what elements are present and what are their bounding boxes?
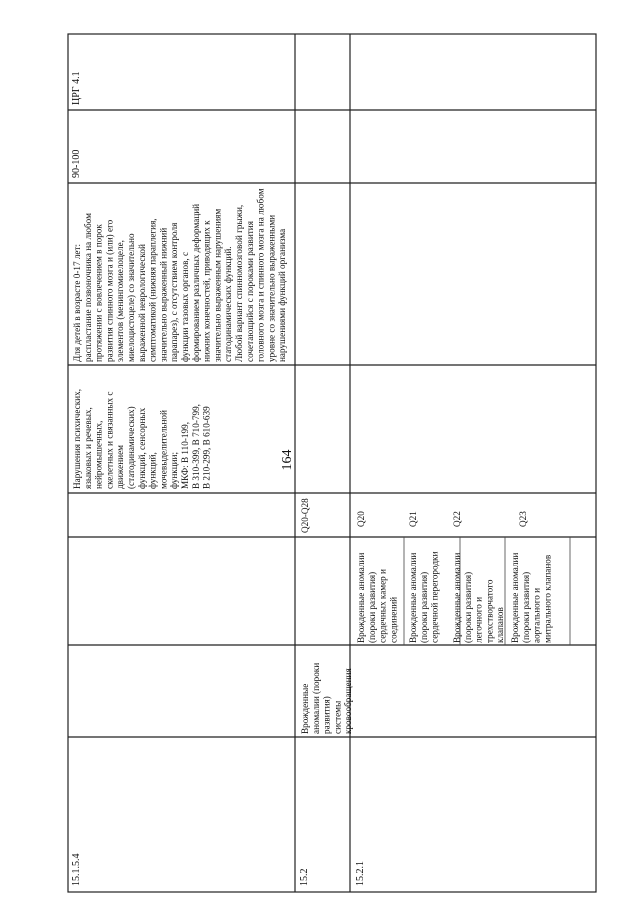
row-name: Врожденные аномалии (пороки развития) системы кровообращения: [300, 662, 354, 734]
subrow-icd: Q23: [518, 511, 528, 527]
subrow-name: Врожденные аномалии (пороки развития) легочного и трехстворчатого клапанов: [452, 552, 506, 643]
row-id: 15.2: [299, 868, 310, 886]
subrow-name: Врожденные аномалии (пороки развития) аортального и митрального клапанов: [510, 552, 553, 643]
row-criteria: Для детей в возрасте 0-17 лет: распластание позвоночника на любом протяжении с вовлечением в порок развития спинного мозга и (или) его элементов (менингомиелоцеле, миелоцистоцеле) со значительно выраженной неврологической симптоматикой (нижняя параплегия, значительно выраженный нижний парапарез), с отсутствием контроля функции тазовых органов, с формированием различных деформаций нижних конечностей, приводящих к значительно выраженным нарушениям статодинамических функций. Любой вариант спинномозговой грыжи, сочетающийся с пороками развития головного мозга и спинного мозга на любом уровне со значительно выраженными нарушениями функций организма: [72, 188, 288, 362]
row-id: 15.1.5.4: [71, 853, 82, 886]
subrow-icd: Q22: [452, 511, 462, 527]
page-number: 164: [280, 449, 295, 471]
subrow-name: Врожденные аномалии (пороки развития) сердечных камер и соединений: [356, 552, 399, 643]
subrow-icd: Q21: [408, 511, 418, 527]
subrow-name: Врожденные аномалии (пороки развития) сердечной перегородки: [408, 551, 440, 643]
row-icd: Q20-Q28: [300, 498, 310, 533]
subrow-icd: Q20: [356, 511, 366, 527]
row-disorders: Нарушения психических, языковых и речевых, нейромышечных, скелетных и связанных с движением (статодинамических) функций, сенсорных функций, мочевыделительной функции; МКФ: B 110-199, B 310-399, B 710-799, B 210-299, B 610-639: [72, 389, 212, 489]
row-percent: 90-100: [71, 149, 82, 178]
row-code: ЦРГ 4.1: [71, 71, 82, 105]
row-id: 15.2.1: [355, 861, 366, 886]
